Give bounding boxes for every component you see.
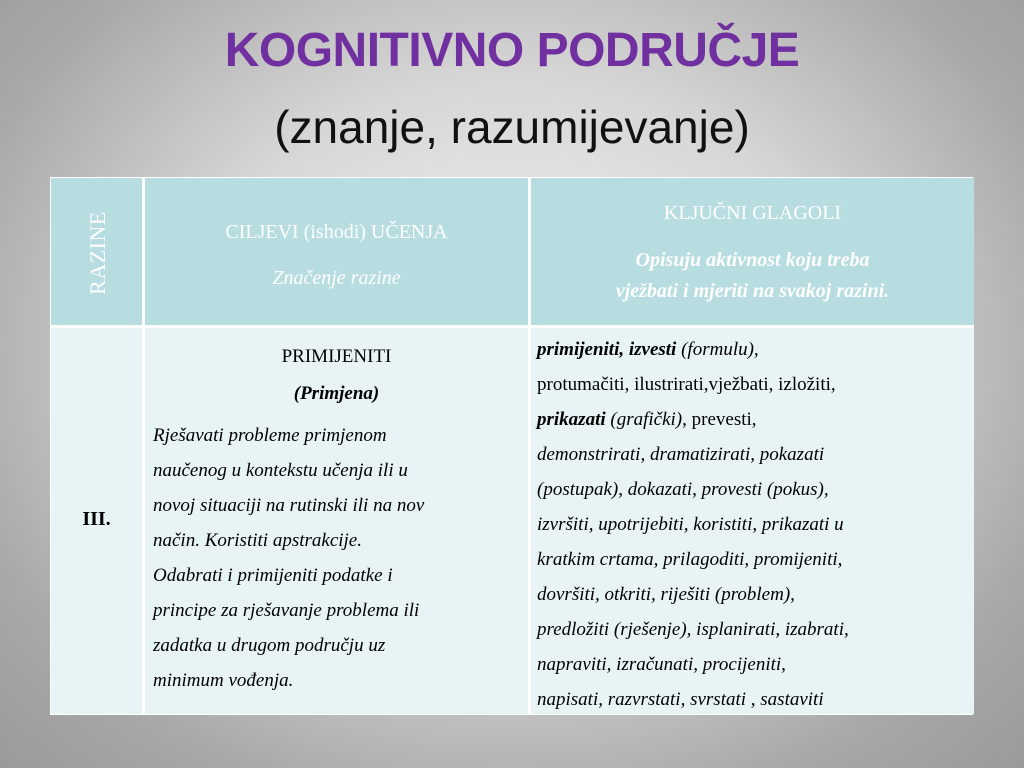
verbs-line: (postupak), dokazati, provesti (pokus), (537, 479, 829, 500)
levels-table (50, 177, 973, 715)
verbs-line: izvršiti, upotrijebiti, koristiti, prikazati u (537, 514, 844, 535)
header-cell-verbs (531, 178, 974, 328)
header-verbs-sublabel-line: vježbati i mjeriti na svakoj razini. (615, 280, 890, 302)
objective-desc-line: naučenog u kontekstu učenja ili u (153, 460, 408, 481)
header-cell-objectives (145, 178, 531, 328)
header-verbs-sublabel-line: Opisuju aktivnost koju treba (635, 249, 870, 271)
verbs-italic-text: (grafički) (605, 409, 683, 430)
objective-desc-line: način. Koristiti apstrakcije. (153, 530, 362, 551)
objective-title: PRIMIJENITI (281, 346, 392, 367)
slide-subtitle: (znanje, razumijevanje) (274, 101, 750, 153)
objective-desc-line: novoj situaciji na rutinski ili na nov (153, 495, 425, 516)
header-cell-razine (51, 178, 145, 328)
header-verbs-label: KLJUČNI GLAGOLI (663, 202, 842, 224)
header-verbs-sublabel (531, 245, 974, 307)
verbs-line (537, 332, 969, 367)
objective-description (153, 418, 529, 698)
verbs-line: protumačiti, ilustrirati,vježbati, izložiti, (537, 374, 836, 395)
objective-desc-line: minimum vođenja. (153, 670, 294, 691)
verbs-bold-text: primijeniti, izvesti (537, 339, 677, 360)
verbs-italic-text: (formulu), (676, 339, 759, 360)
header-razine-label: RAZINE (85, 211, 110, 295)
level-cell (51, 328, 145, 714)
objective-desc-line: zadatka u drugom području uz (153, 635, 386, 656)
verbs-bold-text: prikazati (537, 409, 606, 430)
verbs-line: demonstrirati, dramatizirati, pokazati (537, 444, 825, 465)
verbs-cell (531, 328, 974, 714)
level-label: III. (82, 508, 111, 530)
verbs-line: napisati, razvrstati, svrstati , sastaviti (537, 689, 824, 710)
objective-desc-line: principe za rješavanje problema ili (153, 600, 420, 621)
key-verbs-list (537, 332, 969, 717)
objective-desc-line: Rješavati probleme primjenom (153, 425, 387, 446)
verbs-plain-text: , prevesti, (682, 409, 757, 430)
verbs-line: predložiti (rješenje), isplanirati, izabrati, (537, 619, 849, 640)
objective-subtitle: (Primjena) (293, 383, 380, 404)
objective-cell (145, 328, 531, 714)
verbs-line: kratkim crtama, prilagoditi, promijeniti, (537, 549, 843, 570)
verbs-line: napraviti, izračunati, procijeniti, (537, 654, 786, 675)
slide-title: KOGNITIVNO PODRUČJE (224, 24, 800, 77)
header-objectives-sublabel: Značenje razine (272, 267, 401, 289)
verbs-line: dovršiti, otkriti, riješiti (problem), (537, 584, 795, 605)
verbs-line (537, 402, 969, 437)
objective-desc-line: Odabrati i primijeniti podatke i (153, 565, 393, 586)
header-objectives-label: CILJEVI (ishodi) UČENJA (225, 221, 448, 243)
